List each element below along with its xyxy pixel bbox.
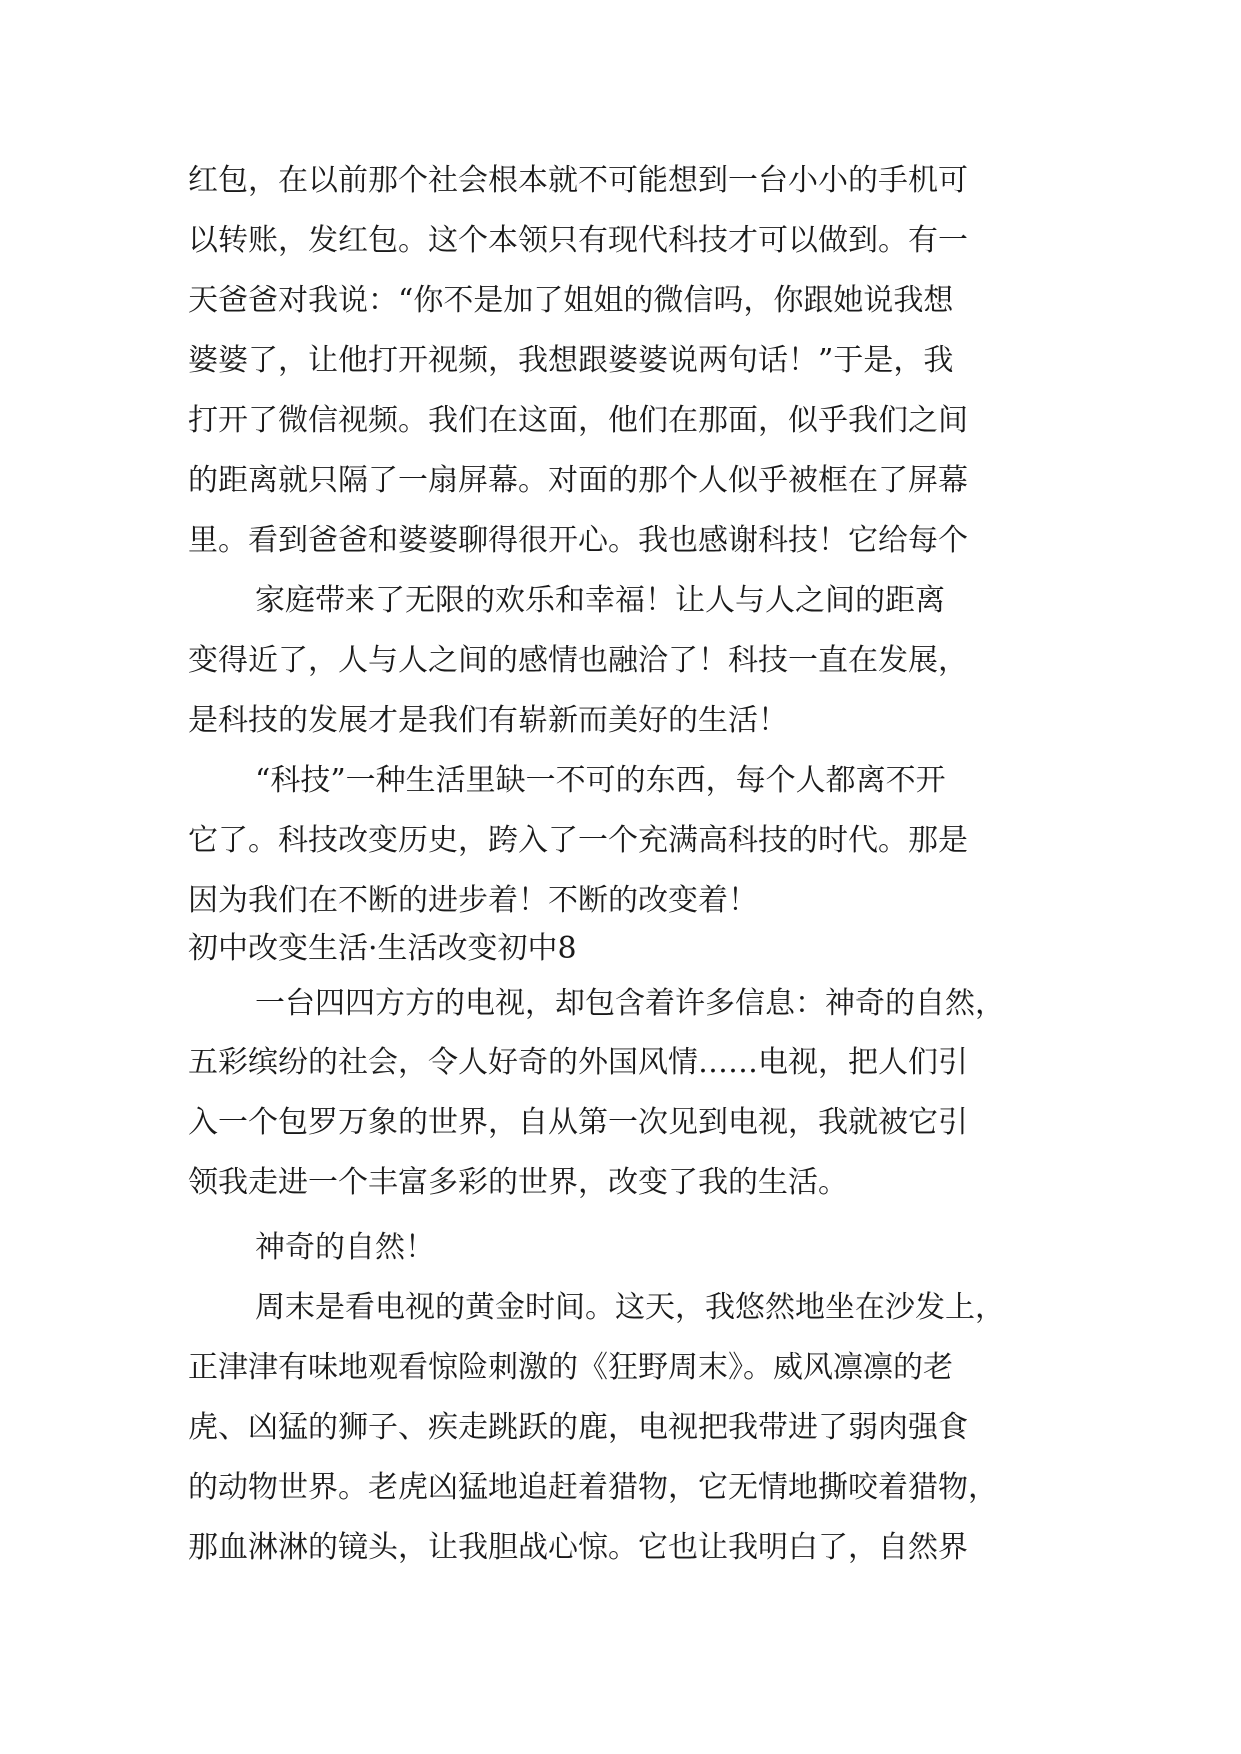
text-line: “科技”一种生活里缺一不可的东西，每个人都离不开 — [255, 763, 946, 798]
text-line: 那血淋淋的镜头，让我胆战心惊。它也让我明白了，自然界 — [188, 1530, 968, 1565]
text-line: 打开了微信视频。我们在这面，他们在那面，似乎我们之间 — [188, 403, 968, 438]
text-line: 婆婆了，让他打开视频，我想跟婆婆说两句话！”于是，我 — [188, 343, 954, 378]
text-line: 它了。科技改变历史，跨入了一个充满高科技的时代。那是 — [188, 823, 968, 858]
text-line: 一台四四方方的电视，却包含着许多信息：神奇的自然， — [255, 986, 1005, 1021]
text-line: 五彩缤纷的社会，令人好奇的外国风情……电视，把人们引 — [188, 1045, 968, 1080]
text-line: 入一个包罗万象的世界，自从第一次见到电视，我就被它引 — [188, 1105, 968, 1140]
text-line: 红包，在以前那个社会根本就不可能想到一台小小的手机可 — [188, 163, 968, 198]
text-line: 正津津有味地观看惊险刺激的《狂野周末》。威风凛凛的老 — [188, 1350, 953, 1385]
text-line: 神奇的自然！ — [255, 1230, 435, 1265]
text-line: 家庭带来了无限的欢乐和幸福！让人与人之间的距离 — [255, 583, 945, 618]
section-heading: 初中改变生活·生活改变初中8 — [188, 931, 577, 966]
text-line: 领我走进一个丰富多彩的世界，改变了我的生活。 — [188, 1165, 848, 1200]
text-line: 是科技的发展才是我们有崭新而美好的生活！ — [188, 703, 788, 738]
text-line: 周末是看电视的黄金时间。这天，我悠然地坐在沙发上， — [255, 1290, 1005, 1325]
text-line: 的动物世界。老虎凶猛地追赶着猎物，它无情地撕咬着猎物， — [188, 1470, 998, 1505]
text-line: 以转账，发红包。这个本领只有现代科技才可以做到。有一 — [188, 223, 968, 258]
text-line: 天爸爸对我说：“你不是加了姐姐的微信吗，你跟她说我想 — [188, 283, 954, 318]
text-line: 变得近了，人与人之间的感情也融洽了！科技一直在发展， — [188, 643, 968, 678]
text-line: 因为我们在不断的进步着！不断的改变着！ — [188, 883, 758, 918]
text-line: 虎、凶猛的狮子、疾走跳跃的鹿，电视把我带进了弱肉强食 — [188, 1410, 968, 1445]
text-line: 的距离就只隔了一扇屏幕。对面的那个人似乎被框在了屏幕 — [188, 463, 968, 498]
text-line: 里。看到爸爸和婆婆聊得很开心。我也感谢科技！它给每个 — [188, 523, 968, 558]
